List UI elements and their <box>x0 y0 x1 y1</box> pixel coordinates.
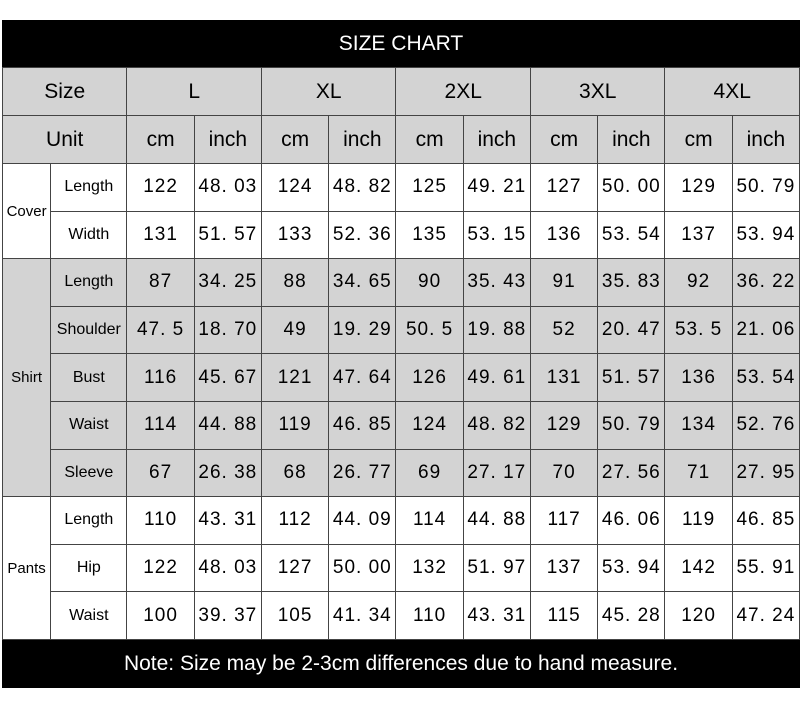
table-cell: 110 <box>396 592 463 640</box>
size-column-header: XL <box>261 68 396 116</box>
table-cell: 114 <box>127 401 194 449</box>
table-cell: 119 <box>665 497 732 545</box>
table-cell: 105 <box>261 592 328 640</box>
table-cell: 34. 65 <box>329 259 396 307</box>
table-cell: 114 <box>396 497 463 545</box>
unit-cm: cm <box>396 116 463 164</box>
measurement-label: Width <box>51 211 127 259</box>
table-cell: 129 <box>665 164 732 212</box>
table-cell: 120 <box>665 592 732 640</box>
table-cell: 53. 94 <box>732 211 799 259</box>
table-cell: 133 <box>261 211 328 259</box>
table-cell: 46. 85 <box>329 401 396 449</box>
table-cell: 119 <box>261 401 328 449</box>
table-cell: 19. 88 <box>463 306 530 354</box>
table-cell: 122 <box>127 164 194 212</box>
table-cell: 50. 00 <box>329 544 396 592</box>
measurement-label: Length <box>51 164 127 212</box>
table-cell: 44. 09 <box>329 497 396 545</box>
table-cell: 27. 17 <box>463 449 530 497</box>
table-cell: 136 <box>530 211 597 259</box>
table-cell: 50. 00 <box>598 164 665 212</box>
measurement-label: Shoulder <box>51 306 127 354</box>
unit-cm: cm <box>261 116 328 164</box>
size-header-label: Size <box>3 68 127 116</box>
table-cell: 35. 83 <box>598 259 665 307</box>
table-cell: 26. 38 <box>194 449 261 497</box>
table-cell: 110 <box>127 497 194 545</box>
group-label: Cover <box>3 164 51 259</box>
table-row <box>3 306 800 354</box>
measurement-label: Length <box>51 497 127 545</box>
table-row <box>3 449 800 497</box>
measurement-label: Length <box>51 259 127 307</box>
table-cell: 53. 54 <box>598 211 665 259</box>
unit-inch: inch <box>598 116 665 164</box>
table-cell: 127 <box>530 164 597 212</box>
table-cell: 36. 22 <box>732 259 799 307</box>
table-cell: 50. 79 <box>732 164 799 212</box>
group-label: Shirt <box>3 259 51 497</box>
unit-cm: cm <box>665 116 732 164</box>
table-cell: 19. 29 <box>329 306 396 354</box>
table-cell: 71 <box>665 449 732 497</box>
table-cell: 131 <box>127 211 194 259</box>
measurement-label: Sleeve <box>51 449 127 497</box>
table-row <box>3 259 800 307</box>
unit-inch: inch <box>463 116 530 164</box>
unit-header-row <box>3 116 800 164</box>
measurement-note: Note: Size may be 2-3cm differences due to hand measure. <box>2 640 800 688</box>
table-cell: 51. 57 <box>598 354 665 402</box>
table-cell: 44. 88 <box>463 497 530 545</box>
unit-inch: inch <box>194 116 261 164</box>
table-cell: 48. 03 <box>194 544 261 592</box>
table-cell: 44. 88 <box>194 401 261 449</box>
table-cell: 135 <box>396 211 463 259</box>
table-cell: 91 <box>530 259 597 307</box>
table-cell: 134 <box>665 401 732 449</box>
table-row <box>3 354 800 402</box>
table-cell: 46. 85 <box>732 497 799 545</box>
table-cell: 142 <box>665 544 732 592</box>
table-row <box>3 164 800 212</box>
table-cell: 46. 06 <box>598 497 665 545</box>
unit-header-label: Unit <box>3 116 127 164</box>
table-cell: 52 <box>530 306 597 354</box>
size-chart <box>2 20 800 688</box>
table-cell: 53. 15 <box>463 211 530 259</box>
table-cell: 45. 28 <box>598 592 665 640</box>
table-cell: 117 <box>530 497 597 545</box>
size-column-header: L <box>127 68 262 116</box>
size-column-header: 3XL <box>530 68 665 116</box>
table-row <box>3 544 800 592</box>
table-cell: 35. 43 <box>463 259 530 307</box>
unit-cm: cm <box>127 116 194 164</box>
table-cell: 34. 25 <box>194 259 261 307</box>
table-cell: 50. 5 <box>396 306 463 354</box>
measurement-label: Waist <box>51 592 127 640</box>
table-row <box>3 211 800 259</box>
table-cell: 69 <box>396 449 463 497</box>
table-cell: 21. 06 <box>732 306 799 354</box>
group-label: Pants <box>3 497 51 640</box>
table-cell: 45. 67 <box>194 354 261 402</box>
unit-inch: inch <box>732 116 799 164</box>
table-cell: 27. 56 <box>598 449 665 497</box>
table-cell: 20. 47 <box>598 306 665 354</box>
table-cell: 136 <box>665 354 732 402</box>
table-row <box>3 592 800 640</box>
table-cell: 88 <box>261 259 328 307</box>
size-table <box>2 67 800 640</box>
table-cell: 27. 95 <box>732 449 799 497</box>
table-cell: 51. 57 <box>194 211 261 259</box>
unit-cm: cm <box>530 116 597 164</box>
table-cell: 121 <box>261 354 328 402</box>
table-cell: 67 <box>127 449 194 497</box>
size-column-header: 4XL <box>665 68 800 116</box>
measurement-label: Hip <box>51 544 127 592</box>
table-cell: 41. 34 <box>329 592 396 640</box>
table-cell: 68 <box>261 449 328 497</box>
table-cell: 50. 79 <box>598 401 665 449</box>
table-cell: 39. 37 <box>194 592 261 640</box>
table-cell: 43. 31 <box>463 592 530 640</box>
measurement-label: Bust <box>51 354 127 402</box>
table-cell: 49 <box>261 306 328 354</box>
table-cell: 137 <box>665 211 732 259</box>
table-cell: 48. 82 <box>329 164 396 212</box>
table-cell: 92 <box>665 259 732 307</box>
table-cell: 52. 36 <box>329 211 396 259</box>
table-cell: 132 <box>396 544 463 592</box>
table-cell: 53. 54 <box>732 354 799 402</box>
table-cell: 131 <box>530 354 597 402</box>
unit-inch: inch <box>329 116 396 164</box>
table-cell: 47. 24 <box>732 592 799 640</box>
table-cell: 112 <box>261 497 328 545</box>
table-row <box>3 497 800 545</box>
table-cell: 115 <box>530 592 597 640</box>
table-cell: 87 <box>127 259 194 307</box>
table-cell: 43. 31 <box>194 497 261 545</box>
table-cell: 48. 03 <box>194 164 261 212</box>
table-cell: 100 <box>127 592 194 640</box>
table-cell: 53. 94 <box>598 544 665 592</box>
table-cell: 116 <box>127 354 194 402</box>
size-header-row <box>3 68 800 116</box>
table-cell: 125 <box>396 164 463 212</box>
table-cell: 48. 82 <box>463 401 530 449</box>
table-cell: 126 <box>396 354 463 402</box>
table-cell: 47. 64 <box>329 354 396 402</box>
table-cell: 26. 77 <box>329 449 396 497</box>
table-cell: 53. 5 <box>665 306 732 354</box>
table-cell: 124 <box>396 401 463 449</box>
measurement-label: Waist <box>51 401 127 449</box>
table-cell: 49. 21 <box>463 164 530 212</box>
table-cell: 18. 70 <box>194 306 261 354</box>
table-row <box>3 401 800 449</box>
table-cell: 137 <box>530 544 597 592</box>
size-table-body <box>3 68 800 640</box>
table-cell: 90 <box>396 259 463 307</box>
table-cell: 124 <box>261 164 328 212</box>
chart-title: SIZE CHART <box>2 20 800 67</box>
table-cell: 55. 91 <box>732 544 799 592</box>
table-cell: 51. 97 <box>463 544 530 592</box>
table-cell: 127 <box>261 544 328 592</box>
table-cell: 70 <box>530 449 597 497</box>
table-cell: 129 <box>530 401 597 449</box>
table-cell: 47. 5 <box>127 306 194 354</box>
size-column-header: 2XL <box>396 68 531 116</box>
table-cell: 49. 61 <box>463 354 530 402</box>
table-cell: 122 <box>127 544 194 592</box>
table-cell: 52. 76 <box>732 401 799 449</box>
